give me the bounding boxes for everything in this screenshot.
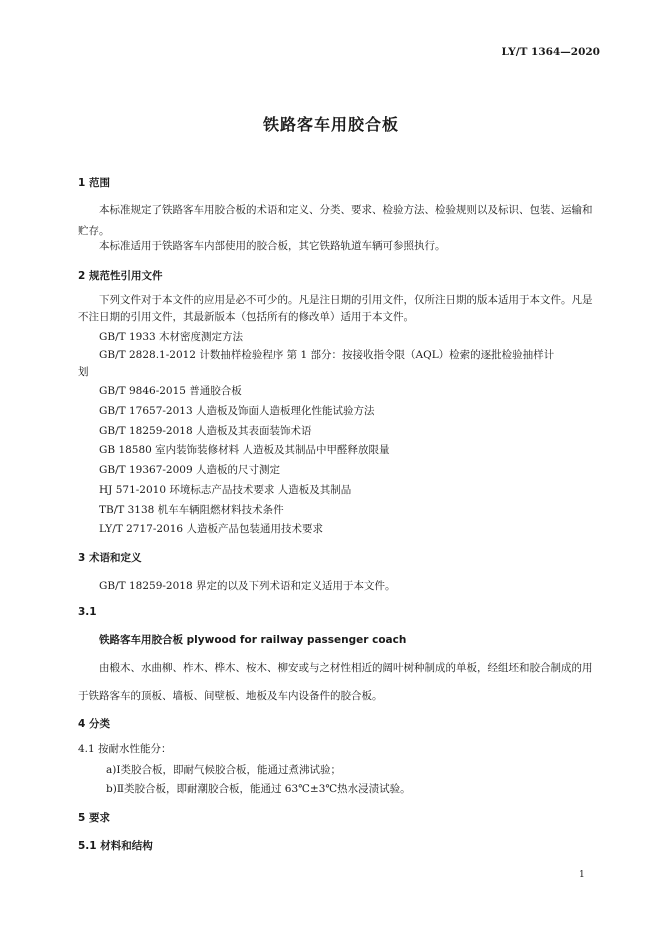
reference-item: HJ 571-2010 环境标志产品技术要求 人造板及其制品 (99, 484, 352, 496)
page-number: 1 (579, 870, 585, 880)
reference-item: LY/T 2717-2016 人造板产品包装通用技术要求 (99, 523, 323, 535)
reference-item: GB/T 1933 木材密度测定方法 (99, 331, 244, 343)
terms-intro: GB/T 18259-2018 界定的以及下列术语和定义适用于本文件。 (99, 580, 396, 592)
term-definition: 由椴木、水曲柳、柞木、桦木、桉木、柳安或与之材性相近的阔叶树种制成的单板，经组坯和胶合制成的用于铁路客车的顶板、墙板、间壁板、地板及车内设备件的胶合板。 (78, 662, 593, 702)
standard-number: LY/T 1364—2020 (501, 46, 600, 58)
subsection-5-1-heading: 5.1 材料和结构 (78, 840, 153, 852)
section-5-heading: 5 要求 (78, 812, 110, 824)
classification-item: 4.1 按耐水性能分： (78, 743, 172, 755)
term-title: 铁路客车用胶合板 plywood for railway passenger coach (99, 634, 407, 646)
scope-paragraph-2: 本标准适用于铁路客车内部使用的胶合板，其它铁路轨道车辆可参照执行。 (99, 240, 446, 252)
reference-item: GB/T 9846-2015 普通胶合板 (99, 385, 242, 397)
reference-item: GB/T 17657-2013 人造板及饰面人造板理化性能试验方法 (99, 405, 375, 417)
section-4-heading: 4 分类 (78, 718, 110, 730)
section-1-heading: 1 范围 (78, 177, 110, 189)
term-number: 3.1 (78, 606, 97, 618)
reference-item: GB/T 2828.1-2012 计数抽样检验程序 第 1 部分：按接收指令限（AQL）检索的逐批检验抽样计 (99, 349, 555, 361)
reference-item-continuation: 划 (78, 366, 89, 378)
section-3-heading: 3 术语和定义 (78, 552, 142, 564)
reference-item: TB/T 3138 机车车辆阻燃材料技术条件 (99, 504, 284, 516)
normative-intro: 下列文件对于本文件的应用是必不可少的。凡是注日期的引用文件，仅所注日期的版本适用于本文件。凡是不注日期的引用文件，其最新版本（包括所有的修改单）适用于本文件。 (78, 294, 593, 323)
section-2-heading: 2 规范性引用文件 (78, 270, 163, 282)
reference-item: GB/T 19367-2009 人造板的尺寸测定 (99, 464, 280, 476)
classification-option-b: b)Ⅱ类胶合板，即耐潮胶合板，能通过 63℃±3℃热水浸渍试验。 (106, 783, 411, 795)
page-title: 铁路客车用胶合板 (262, 115, 399, 134)
reference-item: GB 18580 室内装饰装修材料 人造板及其制品中甲醛释放限量 (99, 444, 390, 456)
classification-option-a: a)Ⅰ类胶合板，即耐气候胶合板，能通过煮沸试验； (106, 764, 342, 776)
reference-item: GB/T 18259-2018 人造板及其表面装饰术语 (99, 425, 312, 437)
scope-paragraph-1: 本标准规定了铁路客车用胶合板的术语和定义、分类、要求、检验方法、检验规则以及标识、包装、运输和贮存。 (78, 204, 593, 237)
